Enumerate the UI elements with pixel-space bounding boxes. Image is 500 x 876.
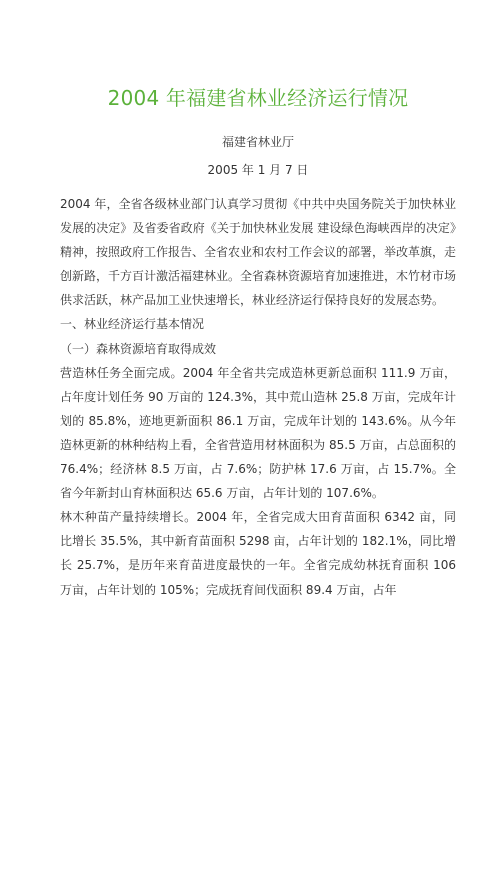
document-title: 2004 年福建省林业经济运行情况	[107, 86, 409, 110]
publish-date: 2005 年 1 月 7 日	[207, 163, 309, 177]
body-paragraph: 营造林任务全面完成。2004 年全省共完成造林更新总面积 111.9 万亩，占年度计划任务 90 万亩的 124.3%，其中荒山造林 25.8 万亩，完成年计划的 85.8%，迹地更新面积 86.1 万亩，完成年计划的 143.6%。从今年造林更新的林种结构上看，全省营造用材林面积为 85.5 万亩，占总面积的 76.4%；经济林 8.5 万亩，占 7.6%；防护林 17.6 万亩，占 15.7%。全省今年新封山育林面积达 65.6 万亩，占年计划的 107.6%。	[60, 365, 456, 501]
section-heading: 一、林业经济运行基本情况	[60, 317, 205, 332]
document-page	[0, 86, 500, 876]
body-paragraph: 林木种苗产量持续增长。2004 年，全省完成大田育苗面积 6342 亩，同比增长 35.5%，其中新育苗面积 5298 亩，占年计划的 182.1%，同比增长 25.7%，是历年来育苗进度最快的一年。全省完成幼林抚育面积 106 万亩，占年计划的 105%；完成抚育间伐面积 89.4 万亩，占年	[60, 510, 456, 597]
document-body	[60, 192, 456, 602]
author: 福建省林业厅	[221, 135, 294, 149]
intro-paragraph: 2004 年，全省各级林业部门认真学习贯彻《中共中央国务院关于加快林业发展的决定》及省委省政府《关于加快林业发展 建设绿色海峡西岸的决定》精神，按照政府工作报告、全省农业和农村工作会议的部署，举改革旗，走创新路，千方百计激活福建林业。全省森林资源培育加速推进，木竹材市场供求活跃，林产品加工业快速增长，林业经济运行保持良好的发展态势。	[60, 197, 457, 308]
subsection-heading: （一）森林资源培育取得成效	[60, 341, 217, 356]
